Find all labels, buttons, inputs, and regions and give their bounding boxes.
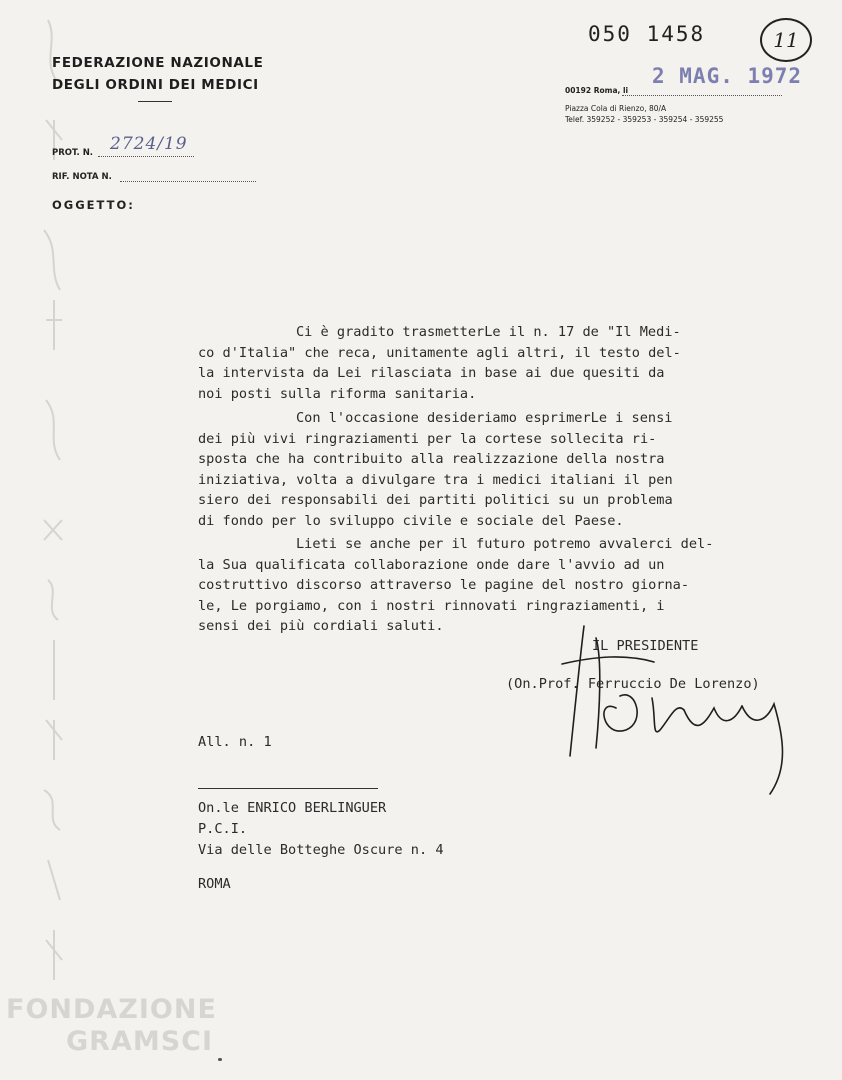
p3-line: costruttivo discorso attraverso le pagine del nostro giorna-: [198, 577, 690, 593]
p1-line: Ci è gradito trasmetterLe il n. 17 de "Il Medi-: [296, 324, 681, 340]
separator-line: [198, 788, 378, 789]
p2-line: iniziativa, volta a divulgare tra i medici italiani il pen: [198, 471, 673, 488]
signature-title: IL PRESIDENTE: [592, 638, 699, 654]
p3-line: sensi dei più cordiali saluti.: [198, 618, 444, 634]
phones-line: Telef. 359252 - 359253 - 359254 - 359255: [565, 115, 724, 124]
watermark-line-1: FONDAZIONE: [6, 994, 217, 1025]
place-prefix: 00192 Roma, li: [565, 86, 629, 95]
watermark-line-2: GRAMSCI: [66, 1026, 214, 1057]
paragraph-1: [198, 322, 818, 404]
p1-line: noi posti sulla riforma sanitaria.: [198, 385, 477, 402]
p1-line: co d'Italia" che reca, unitamente agli altri, il testo del-: [198, 344, 681, 361]
archive-side-marks: [38, 0, 78, 1080]
p3-line: le, Le porgiamo, con i nostri rinnovati ringraziamenti, i: [198, 597, 665, 614]
prot-label: PROT. N.: [52, 148, 94, 158]
p2-line: sposta che ha contribuito alla realizzazione della nostra: [198, 451, 665, 467]
p3-line: Lieti se anche per il futuro potremo avvalerci del-: [296, 536, 714, 552]
rif-nota-label: RIF. NOTA N.: [52, 172, 112, 182]
enclosure-note: All. n. 1: [198, 734, 272, 750]
p2-line: siero dei responsabili dei partiti politici su un problema: [198, 492, 673, 508]
rif-dotted-line: [120, 181, 256, 182]
p2-line: di fondo per lo sviluppo civile e sociale del Paese.: [198, 512, 624, 529]
signature-name: (On.Prof. Ferruccio De Lorenzo): [506, 676, 760, 692]
paragraph-2: [198, 408, 818, 531]
circled-number: [760, 18, 812, 62]
recipient-city: ROMA: [198, 876, 231, 892]
prot-dotted-line: [98, 156, 194, 157]
org-line-1: FEDERAZIONE NAZIONALE: [52, 55, 264, 71]
ink-dot: [218, 1058, 222, 1061]
letterhead-rule: [138, 101, 172, 102]
oggetto-label: OGGETTO:: [52, 198, 135, 212]
recipient-address: Via delle Botteghe Oscure n. 4: [198, 842, 444, 858]
date-stamp: 2 MAG. 1972: [652, 64, 803, 88]
organization-name: [52, 52, 263, 96]
p2-line: dei più vivi ringraziamenti per la cortese sollecita ri-: [198, 430, 657, 447]
date-dotted-line: [622, 95, 782, 96]
recipient-party: P.C.I.: [198, 821, 248, 837]
recipient-name: On.le ENRICO BERLINGUER: [198, 800, 387, 816]
p2-line: Con l'occasione desideriamo esprimerLe i sensi: [296, 410, 673, 426]
archive-watermark: [6, 994, 217, 1058]
handwritten-signature: [556, 618, 816, 798]
document-number: 050 1458: [588, 22, 706, 46]
org-line-2: DEGLI ORDINI DEI MEDICI: [52, 77, 259, 93]
address-line: Piazza Cola di Rienzo, 80/A: [565, 104, 667, 113]
circled-number-value: 11: [773, 28, 799, 52]
p1-line: la intervista da Lei rilasciata in base ai due quesiti da: [198, 365, 665, 381]
prot-number-handwritten: 2724/19: [110, 134, 188, 154]
p3-line: la Sua qualificata collaborazione onde dare l'avvio ad un: [198, 556, 665, 573]
